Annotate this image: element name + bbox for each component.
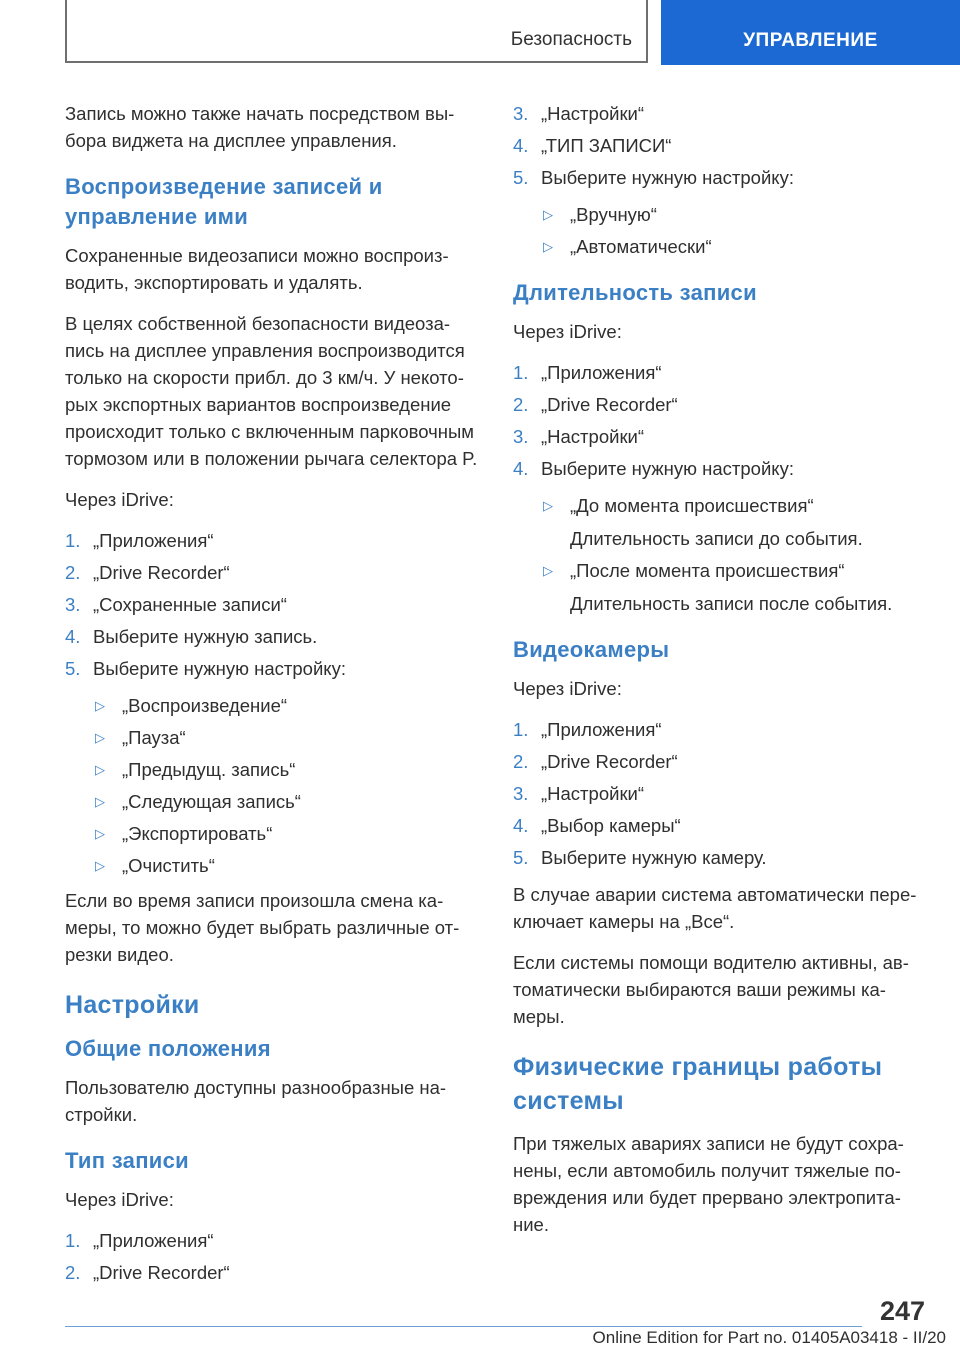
list-item: 5. Выберите нужную камеру.: [513, 847, 767, 868]
list-item: 1. „Приложения“: [513, 719, 662, 740]
paragraph: В целях собственной безопасности видеозапись на дисплее управления воспроизводится только на скорости прибл. до 3 км/ч. У некоторых экспортных вариантов воспроизведение происходит только с включенным парковочным тормозом или в положении рычага селектора P.: [65, 313, 478, 469]
edition-footer: Online Edition for Part no. 01405A03418 - II/20: [592, 1328, 946, 1347]
triangle-bullet-icon: ▷: [95, 826, 105, 841]
list-item: ▷ „До момента происшествия“ Длительность записи до события.: [513, 492, 928, 552]
steps-list: [513, 100, 928, 191]
list-item: ▷ „Воспроизведение“: [65, 692, 480, 719]
list-item: 2. „Drive Recorder“: [65, 562, 230, 583]
options-list: [65, 692, 480, 879]
options-list: [513, 492, 928, 617]
left-column: [65, 100, 480, 1296]
triangle-bullet-icon: ▷: [543, 207, 553, 222]
list-item: ▷ „Пауза“: [65, 724, 480, 751]
list-item: 5. Выберите нужную настройку:: [65, 658, 346, 679]
list-item: 3. „Настройки“: [513, 783, 645, 804]
list-item: ▷ „Следующая запись“: [65, 788, 480, 815]
list-item: 3. „Сохраненные записи“: [65, 594, 287, 615]
list-item: 3. „Настройки“: [513, 103, 645, 124]
list-item: ▷ „После момента происшествия“ Длительность записи после события.: [513, 557, 928, 617]
heading-cameras: Видеокамеры: [513, 637, 670, 662]
paragraph: При тяжелых авариях записи не будут сохранены, если автомобиль получит тяжелые повреждения или будет прервано электропитание.: [513, 1133, 904, 1235]
triangle-bullet-icon: ▷: [543, 563, 553, 578]
list-item: 4. „Выбор камеры“: [513, 815, 681, 836]
triangle-bullet-icon: ▷: [95, 858, 105, 873]
steps-list: [65, 1227, 480, 1286]
intro-paragraph: Запись можно также начать посредством выбора виджета на дисплее управления.: [65, 103, 455, 151]
steps-list: [513, 716, 928, 871]
page-header: [0, 0, 960, 66]
triangle-bullet-icon: ▷: [95, 730, 105, 745]
list-item: 2. „Drive Recorder“: [513, 751, 678, 772]
footer-divider: [65, 1326, 862, 1327]
list-item: 2. „Drive Recorder“: [513, 394, 678, 415]
heading-general: Общие положения: [65, 1036, 271, 1061]
list-item: 4. Выберите нужную настройку:: [513, 458, 794, 479]
heading-playback: Воспроизведение записей и управление ими: [65, 174, 383, 229]
list-item: ▷ „Предыдущ. запись“: [65, 756, 480, 783]
steps-list: [513, 359, 928, 482]
list-item: ▷ „Очистить“: [65, 852, 480, 879]
paragraph: Если системы помощи водителю активны, автоматически выбираются ваши режимы камеры.: [513, 952, 909, 1027]
via-idrive: Через iDrive:: [65, 1189, 174, 1210]
via-idrive: Через iDrive:: [513, 321, 622, 342]
heading-record-type: Тип записи: [65, 1148, 189, 1173]
via-idrive: Через iDrive:: [513, 678, 622, 699]
triangle-bullet-icon: ▷: [543, 239, 553, 254]
list-item: 4. Выберите нужную запись.: [65, 626, 318, 647]
section-tab: Безопасность: [65, 0, 648, 63]
paragraph: Если во время записи произошла смена камеры, то можно будет выбрать различные отрезки видео.: [65, 890, 460, 965]
list-item: 3. „Настройки“: [513, 426, 645, 447]
list-item: 5. Выберите нужную настройку:: [513, 167, 794, 188]
list-item: 1. „Приложения“: [65, 530, 214, 551]
via-idrive: Через iDrive:: [65, 489, 174, 510]
heading-duration: Длительность записи: [513, 280, 757, 305]
steps-list: [65, 527, 480, 682]
triangle-bullet-icon: ▷: [95, 762, 105, 777]
list-item: 4. „ТИП ЗАПИСИ“: [513, 135, 672, 156]
list-item: ▷ „Вручную“: [513, 201, 928, 228]
list-item: 1. „Приложения“: [65, 1230, 214, 1251]
page-number: 247: [879, 1296, 925, 1326]
paragraph: В случае аварии система автоматически переключает камеры на „Все“.: [513, 884, 917, 932]
right-column: [513, 100, 928, 1252]
heading-limits: Физические границы работы системы: [513, 1053, 883, 1115]
paragraph: Пользователю доступны разнообразные настройки.: [65, 1077, 447, 1125]
options-list: [513, 201, 928, 260]
list-item: 1. „Приложения“: [513, 362, 662, 383]
heading-settings: Настройки: [65, 991, 200, 1019]
list-item: 2. „Drive Recorder“: [65, 1262, 230, 1283]
triangle-bullet-icon: ▷: [95, 698, 105, 713]
paragraph: Сохраненные видеозаписи можно воспроизводить, экспортировать и удалять.: [65, 245, 449, 293]
chapter-tab: УПРАВЛЕНИЕ: [661, 0, 960, 65]
list-item: ▷ „Автоматически“: [513, 233, 928, 260]
triangle-bullet-icon: ▷: [543, 498, 553, 513]
list-item: ▷ „Экспортировать“: [65, 820, 480, 847]
triangle-bullet-icon: ▷: [95, 794, 105, 809]
